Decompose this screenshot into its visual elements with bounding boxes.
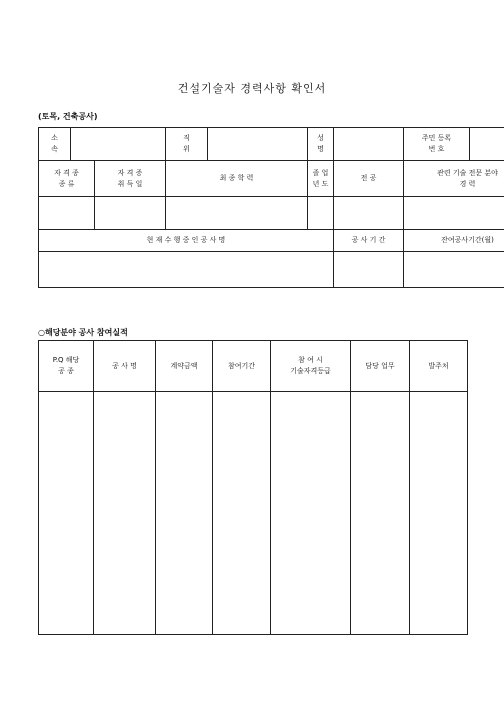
name-label: 성 명 [308, 128, 334, 161]
participation-period-header: 참여기간 [213, 341, 271, 392]
project-period-field[interactable] [334, 252, 404, 288]
personal-info-table [38, 127, 504, 288]
contract-amount-header: 계약금액 [156, 341, 213, 392]
cert-date-label: 자 격 증 취 득 일 [95, 161, 166, 197]
form-subtitle: (토목, 건축공사) [38, 112, 98, 121]
project-period-label: 공 사 기 간 [334, 230, 404, 252]
current-project-label: 현 재 수 행 중 인 공 사 명 [39, 230, 334, 252]
pq-cell[interactable] [39, 392, 94, 635]
section-title: ○해당분야 공사 참여실적 [38, 328, 128, 337]
position-field[interactable] [208, 128, 308, 161]
grad-year-label: 졸 업 년 도 [308, 161, 334, 197]
cert-type-field[interactable] [39, 197, 95, 230]
qualification-grade-header: 참 여 시 기술자격등급 [271, 341, 351, 392]
project-performance-table [38, 340, 468, 635]
page-title: 건설기술자 경력사항 확인서 [177, 82, 327, 95]
current-project-field[interactable] [39, 252, 334, 288]
remaining-period-label: 잔여공사기간(월) [404, 230, 504, 252]
major-label: 전 공 [334, 161, 404, 197]
client-cell[interactable] [410, 392, 468, 635]
duty-cell[interactable] [351, 392, 410, 635]
education-label: 최 종 학 력 [166, 161, 308, 197]
contract-amount-cell[interactable] [156, 392, 213, 635]
affiliation-label: 소 속 [39, 128, 71, 161]
position-label: 직 위 [166, 128, 208, 161]
career-field[interactable] [404, 197, 504, 230]
pq-header: P.Q 해당 공 종 [39, 341, 94, 392]
qualification-grade-cell[interactable] [271, 392, 351, 635]
grad-year-field[interactable] [308, 197, 334, 230]
remaining-period-field[interactable] [404, 252, 504, 288]
cert-date-field[interactable] [95, 197, 166, 230]
duty-header: 담당 업무 [351, 341, 410, 392]
resident-id-label: 주민 등록 번 호 [404, 128, 470, 161]
client-header: 발주처 [410, 341, 468, 392]
cert-type-label: 자 격 종 종 류 [39, 161, 95, 197]
major-field[interactable] [334, 197, 404, 230]
project-name-header: 공 사 명 [94, 341, 156, 392]
project-name-cell[interactable] [94, 392, 156, 635]
participation-period-cell[interactable] [213, 392, 271, 635]
affiliation-field[interactable] [71, 128, 166, 161]
career-label: 관련 기술 전문 분야 경 력 [404, 161, 504, 197]
resident-id-field[interactable] [470, 128, 504, 161]
education-field[interactable] [166, 197, 308, 230]
name-field[interactable] [334, 128, 404, 161]
